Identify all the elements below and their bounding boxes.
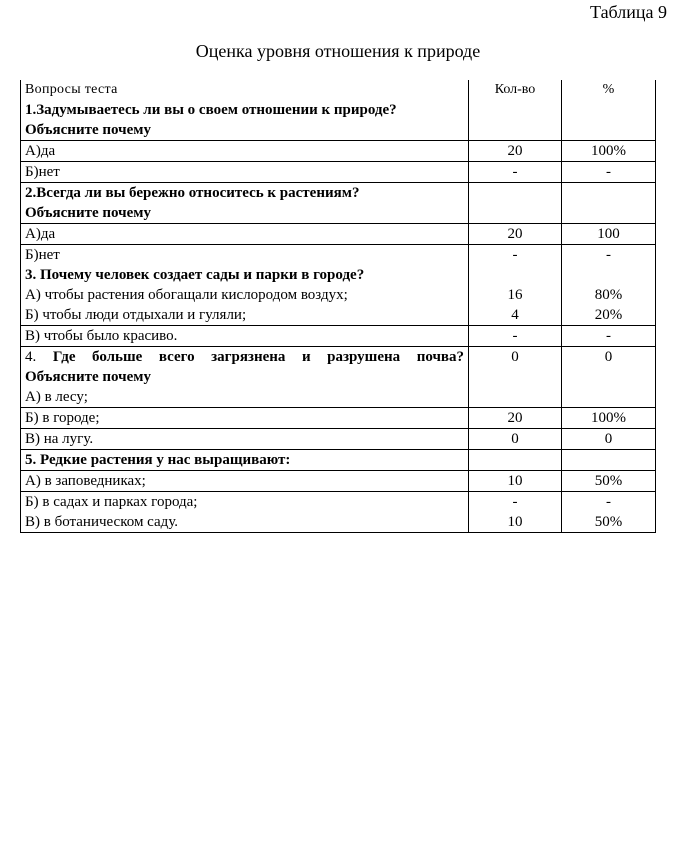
answer-text: А) в лесу;: [25, 389, 88, 405]
answer-text: Б)нет: [25, 164, 60, 180]
table-row: [21, 326, 656, 347]
count-value: 10: [507, 473, 523, 489]
percent-value: -: [606, 164, 611, 180]
question-cell: [21, 80, 469, 141]
table-row: [21, 471, 656, 492]
percent-value: 100%: [591, 410, 626, 426]
table-row: [21, 162, 656, 183]
percent-value: 100%: [591, 143, 626, 159]
table-header-row: [21, 80, 656, 141]
count-value: [473, 265, 557, 285]
count-value: 0: [511, 349, 519, 365]
answer-text: Б) в городе;: [25, 410, 100, 426]
answer-text: Б) чтобы люди отдыхали и гуляли;: [25, 307, 247, 323]
column-header-percent: %: [602, 82, 615, 97]
count-value: 4: [511, 307, 519, 323]
count-value: -: [512, 494, 518, 510]
answer-text: В) чтобы было красиво.: [25, 328, 178, 344]
count-value: 20: [507, 143, 523, 159]
count-value: -: [512, 164, 518, 180]
table-row: [21, 183, 656, 224]
question-text: [25, 347, 464, 367]
answer-text: А)да: [25, 226, 56, 242]
percent-value: 50%: [594, 514, 623, 530]
count-value: 10: [507, 514, 523, 530]
table-number: Таблица 9: [590, 2, 667, 22]
document-title: Оценка уровня отношения к природе: [195, 41, 481, 61]
answer-text: А)да: [25, 143, 56, 159]
table-row: [21, 408, 656, 429]
percent-value: -: [606, 494, 611, 510]
count-value: 20: [507, 226, 523, 242]
answer-text: Б)нет: [25, 247, 60, 263]
answer-text: Б) в садах и парках города;: [25, 494, 198, 510]
question-number: 4.: [25, 349, 37, 365]
question-text: 1.Задумываетесь ли вы о своем отношении к природе?: [25, 102, 397, 118]
answer-text: А) в заповедниках;: [25, 473, 146, 489]
percent-value: -: [606, 247, 611, 263]
answer-text: А) чтобы растения обогащали кислородом воздух;: [25, 287, 348, 303]
percent-value: 50%: [594, 473, 623, 489]
percent-value: -: [606, 328, 611, 344]
column-header-questions: Вопросы теста: [25, 82, 118, 97]
count-value: 0: [511, 431, 519, 447]
percent-value: 0: [604, 431, 613, 447]
table-row: [21, 492, 656, 533]
answer-text: В) в ботаническом саду.: [25, 514, 179, 530]
question-text: 3. Почему человек создает сады и парки в городе?: [25, 267, 365, 283]
question-text: 2.Всегда ли вы бережно относитесь к растениям?: [25, 185, 360, 201]
count-value: -: [512, 328, 518, 344]
table-row: [21, 347, 656, 408]
table-row: [21, 450, 656, 471]
percent-value: 100: [597, 226, 620, 242]
answer-text: В) на лугу.: [25, 431, 94, 447]
count-value: 16: [507, 287, 523, 303]
percent-value: 0: [604, 349, 613, 365]
table-row: [21, 141, 656, 162]
question-text: Объясните почему: [25, 369, 151, 385]
percent-value: 20%: [594, 307, 623, 323]
survey-results-table: [20, 80, 656, 533]
question-text: 5. Редкие растения у нас выращивают:: [25, 452, 291, 468]
column-header-count: Кол-во: [494, 82, 536, 97]
count-value: -: [512, 247, 518, 263]
percent-value: [566, 265, 651, 285]
question-text: Объясните почему: [25, 122, 151, 138]
count-value: 20: [507, 410, 523, 426]
question-text-part: Где больше всего загрязнена и разрушена почва?: [52, 349, 464, 365]
table-row: [21, 245, 656, 326]
percent-cell: [562, 80, 656, 141]
question-text: Объясните почему: [25, 205, 151, 221]
table-row: [21, 224, 656, 245]
table-row: [21, 429, 656, 450]
count-cell: [469, 80, 562, 141]
percent-value: 80%: [594, 287, 623, 303]
